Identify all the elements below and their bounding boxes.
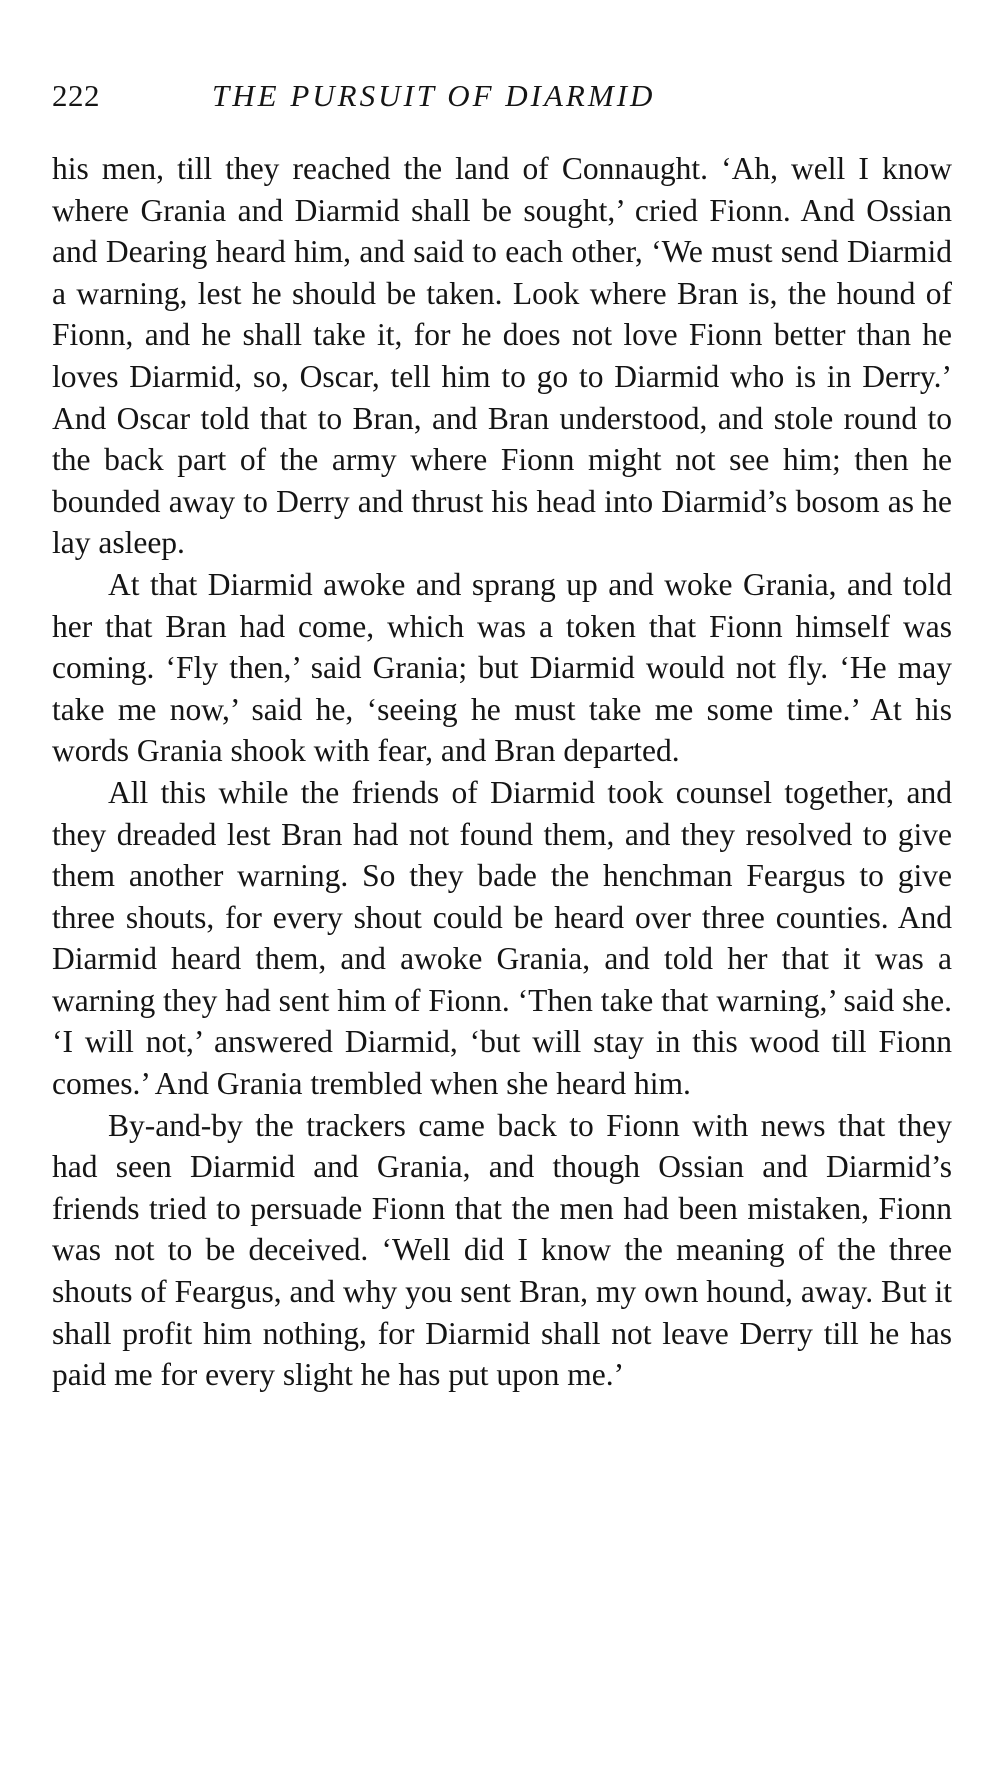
running-title: THE PURSUIT OF DIARMID (212, 78, 656, 113)
paragraph-1: his men, till they reached the land of Connaught. ‘Ah, well I know where Grania and Diarmid shall be sought,’ cried Fionn. And Ossian and Dearing heard him, and said to each other, ‘We must send Diarmid a warning, lest he should be taken. Look where Bran is, the hound of Fionn, and he shall take it, for he does not love Fionn better than he loves Diarmid, so, Oscar, tell him to go to Diarmid who is in Derry.’ And Oscar told that to Bran, and Bran understood, and stole round to the back part of the army where Fionn might not see him; then he bounded away to Derry and thrust his head into Diarmid’s bosom as he lay asleep. (52, 151, 952, 561)
running-head (52, 78, 952, 124)
paragraph-3: All this while the friends of Diarmid took counsel together, and they dreaded lest Bran had not found them, and they resolved to give them another warning. So they bade the henchman Feargus to give three shouts, for every shout could be heard over three counties. And Diarmid heard them, and awoke Grania, and told her that it was a warning they had sent him of Fionn. ‘Then take that warning,’ said she. ‘I will not,’ answered Diarmid, ‘but will stay in this wood till Fionn comes.’ And Grania trembled when she heard him. (52, 774, 952, 1102)
book-page (52, 78, 952, 1396)
paragraph-2: At that Diarmid awoke and sprang up and woke Grania, and told her that Bran had come, which was a token that Fionn himself was coming. ‘Fly then,’ said Grania; but Diarmid would not fly. ‘He may take me now,’ said he, ‘seeing he must take me some time.’ At his words Grania shook with fear, and Bran departed. (52, 566, 952, 769)
page-number: 222 (52, 78, 100, 113)
body-text (52, 148, 952, 1396)
paragraph-4: By-and-by the trackers came back to Fionn with news that they had seen Diarmid and Grania, and though Ossian and Diarmid’s friends tried to persuade Fionn that the men had been mistaken, Fionn was not to be deceived. ‘Well did I know the meaning of the three shouts of Feargus, and why you sent Bran, my own hound, away. But it shall profit him nothing, for Diarmid shall not leave Derry till he has paid me for every slight he has put upon me.’ (52, 1107, 952, 1393)
